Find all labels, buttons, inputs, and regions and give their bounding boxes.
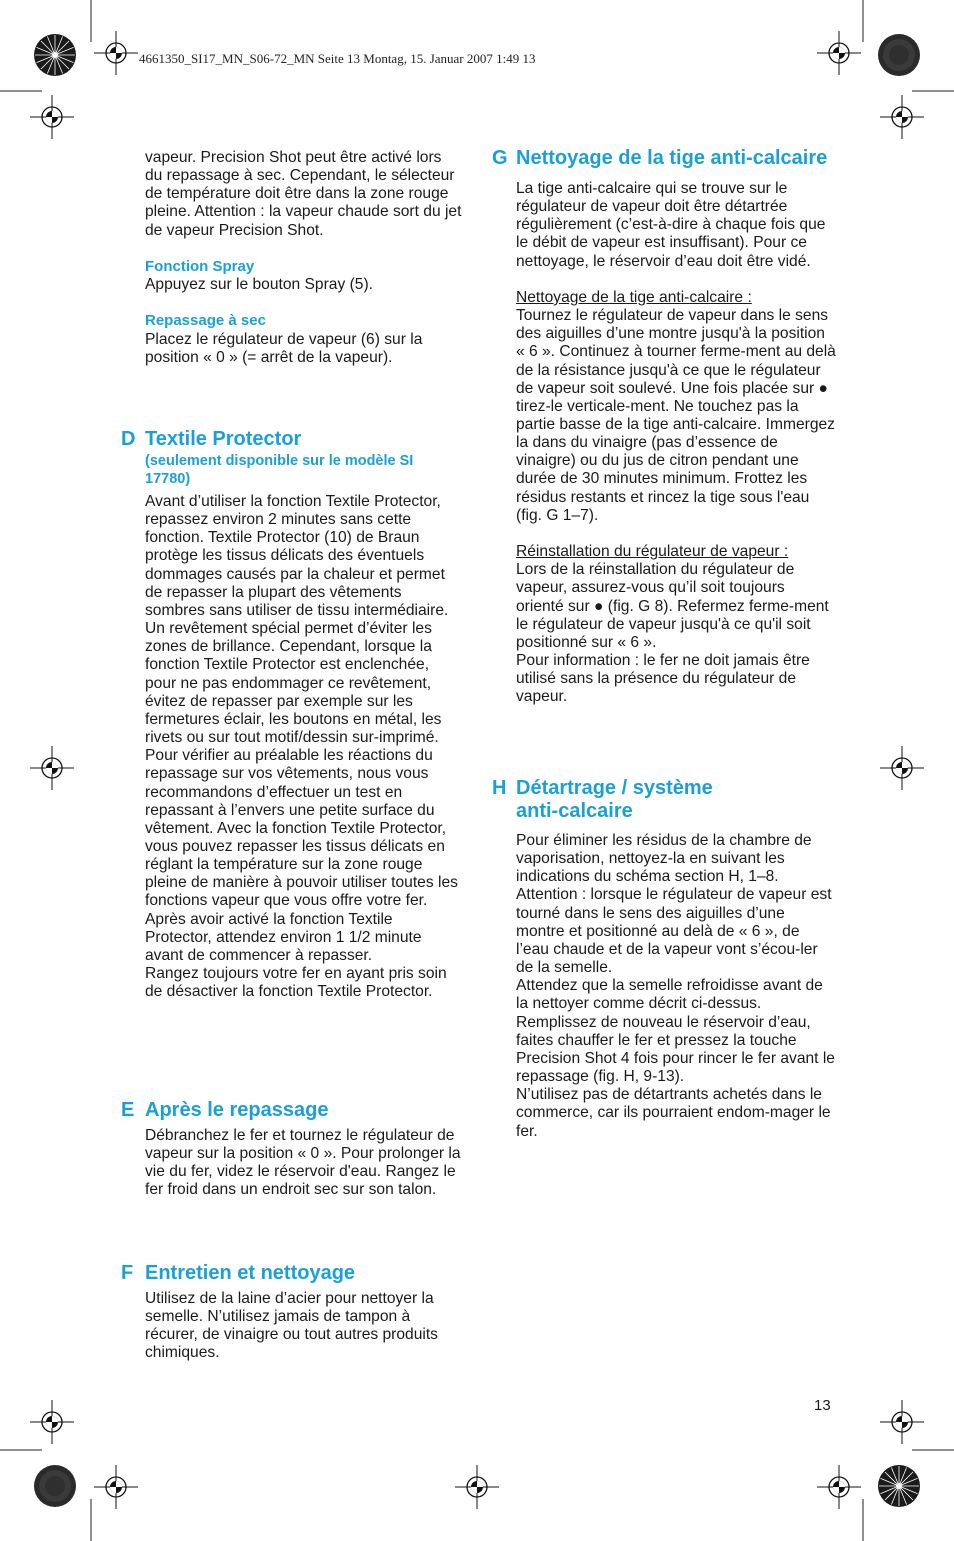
section-letter: E <box>121 1099 135 1121</box>
subheading-reinstall: Réinstallation du régulateur de vapeur : <box>516 543 789 561</box>
section-e-heading <box>121 1099 329 1122</box>
paragraph: Attention : lorsque le régulateur de vapeur est tourné dans le sens des aiguilles d’une montre et positionné au delà de « 6 », de l’eau chaude et de la vapeur vont s’écou-ler de la semelle. <box>516 886 832 977</box>
section-letter: G <box>492 147 508 169</box>
section-h-body <box>516 832 836 1141</box>
section-d-body <box>145 453 463 1001</box>
dry-ironing-text: Placez le régulateur de vapeur (6) sur la position « 0 » (= arrêt de la vapeur). <box>145 330 423 366</box>
section-title: Après le repassage <box>145 1099 329 1121</box>
registration-mark <box>94 1465 138 1509</box>
paragraph: Utilisez de la laine d’acier pour nettoyer la semelle. N’utilisez jamais de tampon à récurer, de vinaigre ou tout autres produits chimiques. <box>145 1290 438 1362</box>
section-f-heading <box>121 1262 356 1285</box>
section-h-heading <box>492 777 713 823</box>
registration-mark <box>880 1400 924 1444</box>
intro-paragraph: vapeur. Precision Shot peut être activé lors du repassage à sec. Cependant, le sélecteur de température doit être dans la zone rouge pleine. Attention : la vapeur chaude sort du jet de vapeur Precision Shot. <box>145 149 462 239</box>
text-run: Lors de la réinstallation du régulateur de vapeur, assurez-vous qu’il soit toujours orienté sur <box>516 561 795 615</box>
left-column-intro <box>145 149 463 367</box>
position-dot-icon: ● <box>818 379 828 397</box>
dark-target-top-right <box>878 34 920 76</box>
registration-mark <box>817 31 861 75</box>
paragraph: Rangez toujours votre fer en ayant pris soin de désactiver la fonction Textile Protector. <box>145 965 447 1001</box>
section-d-heading <box>121 428 302 451</box>
model-note: (seulement disponible sur le modèle SI 17780) <box>145 453 414 487</box>
registration-mark <box>30 95 74 139</box>
paragraph <box>516 561 836 652</box>
registration-mark <box>880 746 924 790</box>
section-letter: D <box>121 428 136 450</box>
registration-mark <box>880 95 924 139</box>
text-run: Tournez le régulateur de vapeur dans le sens des aiguilles d’une montre jusqu'à la position « 6 ». Continuez à tourner ferme-ment au delà de la résistance jusqu'à ce que le régulateur de vapeur soit soulevé. Une fois placée sur <box>516 307 836 397</box>
paragraph: La tige anti-calcaire qui se trouve sur le régulateur de vapeur doit être détartrée régulièrement (c’est-à-dire à chaque fois que le débit de vapeur est insuffisant). Pour ce nettoyage, le réservoir d’eau doit être vidé. <box>516 180 826 270</box>
section-title-line: Détartrage / système <box>516 777 713 799</box>
paragraph: Avant d’utiliser la fonction Textile Protector, repassez environ 2 minutes sans cette fonction. Textile Protector (10) de Braun protège les tissus délicats des éventuels dommages causés par la chaleur et permet de repasser la plupart des vêtements sombres sans utiliser de tissu intermédiaire. Un revêtement spécial permet d’éviter les zones de brillance. Cependant, lorsque la fonction Textile Protector est enclenchée, pour ne pas endommager ce revêtement, évitez de repasser par exemple sur les fermetures éclair, les boutons en métal, les rivets ou sur tout motif/dessin sur-imprimé. <box>145 493 449 747</box>
dry-ironing-heading: Repassage à sec <box>145 312 266 330</box>
registration-mark <box>817 1465 861 1509</box>
registration-mark <box>30 1400 74 1444</box>
paragraph: Pour éliminer les résidus de la chambre de vaporisation, nettoyez-la en suivant les indications du schéma section H, 1–8. <box>516 832 812 886</box>
section-letter: H <box>492 777 507 799</box>
section-f-body <box>145 1290 463 1363</box>
star-target-top-left <box>34 34 76 76</box>
section-title: Entretien et nettoyage <box>145 1262 356 1284</box>
subheading-cleaning: Nettoyage de la tige anti-calcaire : <box>516 288 752 306</box>
paragraph: Débranchez le fer et tournez le régulateur de vapeur sur la position « 0 ». Pour prolonger la vie du fer, videz le réservoir d'eau. Rangez le fer froid dans un endroit sec sur son talon. <box>145 1127 461 1199</box>
dark-target-bottom-left <box>34 1465 76 1507</box>
paragraph: Pour information : le fer ne doit jamais être utilisé sans la présence du régulateur de vapeur. <box>516 652 810 706</box>
page-number: 13 <box>814 1397 831 1414</box>
figure-reference: (fig. G 1–7). <box>516 506 599 524</box>
section-g-heading <box>492 147 828 170</box>
registration-mark <box>455 1465 499 1509</box>
position-dot-icon: ● <box>594 597 604 615</box>
section-e-body <box>145 1127 463 1200</box>
section-title: Textile Protector <box>145 428 302 450</box>
spray-text: Appuyez sur le bouton Spray (5). <box>145 276 373 294</box>
text-run: tirez-le verticale-ment. Ne touchez pas la partie basse de la tige anti-calcaire. Immergez la dans du vinaigre (pas d’essence de vinaigre) ou du jus de citron pendant une durée de 30 minutes minimum. Frottez les résidus restants et rincez la tige sous l'eau <box>516 397 835 506</box>
registration-mark <box>30 746 74 790</box>
section-letter: F <box>121 1262 134 1284</box>
section-title: Nettoyage de la tige anti-calcaire <box>516 147 828 169</box>
section-title-line: anti-calcaire <box>516 800 633 822</box>
star-target-bottom-right <box>878 1465 920 1507</box>
section-g-body <box>516 180 836 707</box>
registration-mark <box>94 31 138 75</box>
file-slug: 4661350_SI17_MN_S06-72_MN Seite 13 Montag, 15. Januar 2007 1:49 13 <box>139 51 536 66</box>
paragraph: Après avoir activé la fonction Textile Protector, attendez environ 1 1/2 minute avant de commencer à repasser. <box>145 910 422 964</box>
text-run: (fig. G 8). Refermez ferme-ment le régulateur de vapeur jusqu'à ce qu'il soit positionné sur « 6 ». <box>516 597 829 651</box>
paragraph: Remplissez de nouveau le réservoir d’eau, faites chauffer le fer et pressez la touche Precision Shot 4 fois pour rincer le fer avant le repassage (fig. H, 9-13). <box>516 1013 835 1086</box>
paragraph: N’utilisez pas de détartrants achetés dans le commerce, car ils pourraient endom-mager le fer. <box>516 1086 831 1140</box>
spray-heading: Fonction Spray <box>145 257 255 275</box>
paragraph <box>516 307 836 507</box>
paragraph: Pour vérifier au préalable les réactions du repassage sur vos vêtements, nous vous recommandons d’effectuer un test en repassant à l’envers une petite surface du vêtement. Avec la fonction Textile Protector, vous pouvez repasser les tissus délicats en réglant la température sur la zone rouge pleine de manière à pouvoir utiliser toutes les fonctions vapeur que vous offre votre fer. <box>145 747 458 910</box>
paragraph: Attendez que la semelle refroidisse avant de la nettoyer comme décrit ci-dessus. <box>516 977 823 1013</box>
